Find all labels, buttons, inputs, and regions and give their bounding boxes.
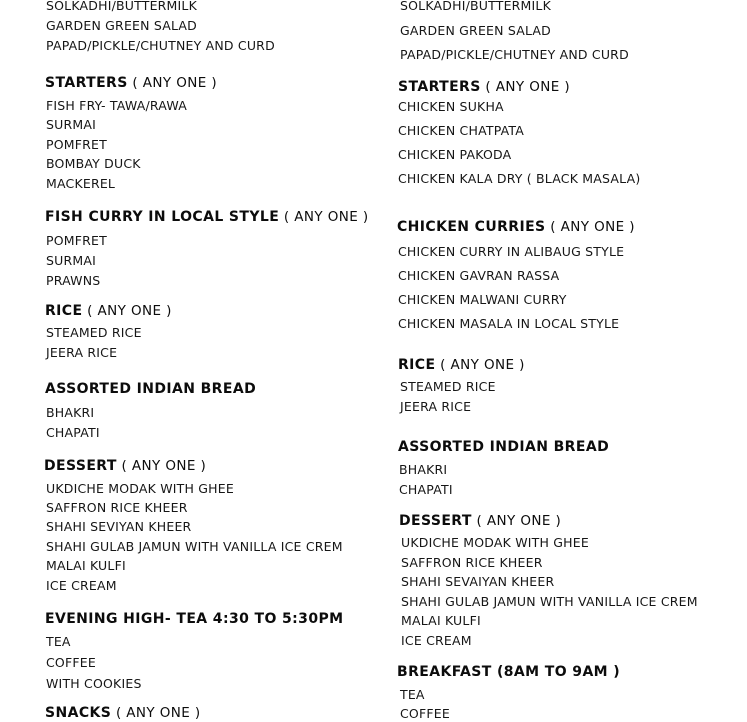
- section-heading-dessert: [44, 457, 206, 475]
- list-item: FISH FRY- TAWA/RAWA: [46, 98, 187, 113]
- list-item: GARDEN GREEN SALAD: [400, 23, 552, 38]
- list-item: PAPAD/PICKLE/CHUTNEY AND CURD: [46, 38, 275, 53]
- list-item: SHAHI SEVIYAN KHEER: [46, 519, 192, 534]
- section-heading-snacks: [45, 704, 201, 722]
- section-subtitle: ( ANY ONE ): [545, 219, 635, 235]
- section-title: STARTERS: [398, 79, 481, 95]
- list-item: MALAI KULFI: [401, 613, 481, 628]
- list-item: COFFEE: [400, 706, 450, 721]
- section-title: DESSERT: [399, 513, 472, 529]
- section-title: RICE: [398, 357, 436, 373]
- section-heading-bread: [398, 438, 609, 456]
- section-title: ASSORTED INDIAN BREAD: [45, 381, 257, 397]
- list-item: CHICKEN PAKODA: [398, 147, 512, 162]
- list-item: CHICKEN KALA DRY ( BLACK MASALA): [398, 171, 641, 186]
- section-heading-fish-curry: [45, 208, 369, 226]
- list-item: ICE CREAM: [401, 633, 472, 648]
- list-item: TEA: [46, 634, 71, 649]
- list-item: UKDICHE MODAK WITH GHEE: [401, 535, 589, 550]
- section-subtitle: ( ANY ONE ): [116, 458, 207, 474]
- list-item: CHAPATI: [399, 482, 453, 497]
- section-heading-bread: [45, 380, 256, 398]
- list-item: SAFFRON RICE KHEER: [401, 555, 543, 570]
- section-title: CHICKEN CURRIES: [397, 219, 546, 235]
- section-subtitle: ( ANY ONE ): [435, 357, 525, 373]
- list-item: CHICKEN GAVRAN RASSA: [398, 268, 560, 283]
- section-title: ASSORTED INDIAN BREAD: [398, 439, 610, 455]
- section-heading-rice: [398, 356, 525, 374]
- section-heading-evening-tea: [45, 610, 343, 628]
- list-item: BHAKRI: [46, 405, 95, 420]
- section-title: BREAKFAST (8AM TO 9AM ): [397, 664, 621, 680]
- list-item: SURMAI: [46, 117, 96, 132]
- list-item: UKDICHE MODAK WITH GHEE: [46, 481, 234, 496]
- section-subtitle: ( ANY ONE ): [279, 209, 369, 225]
- list-item: MACKEREL: [46, 176, 116, 191]
- section-heading-breakfast: [397, 663, 620, 681]
- section-subtitle: ( ANY ONE ): [111, 705, 201, 721]
- section-subtitle: ( ANY ONE ): [480, 79, 571, 95]
- list-item: POMFRET: [46, 137, 107, 152]
- section-title: SNACKS: [45, 705, 112, 721]
- list-item: CHAPATI: [46, 425, 100, 440]
- section-title: RICE: [45, 303, 83, 319]
- list-item: WITH COOKIES: [46, 676, 142, 691]
- section-heading-starters: [45, 74, 217, 92]
- section-heading-rice: [45, 302, 172, 320]
- section-heading-chicken-curries: [397, 218, 635, 236]
- list-item: SHAHI SEVAIYAN KHEER: [401, 574, 555, 589]
- list-item: GARDEN GREEN SALAD: [46, 18, 198, 33]
- list-item: STEAMED RICE: [400, 379, 496, 394]
- list-item: JEERA RICE: [46, 345, 118, 360]
- section-title: FISH CURRY IN LOCAL STYLE: [45, 209, 280, 225]
- list-item: CHICKEN CURRY IN ALIBAUG STYLE: [398, 244, 625, 259]
- section-subtitle: ( ANY ONE ): [471, 513, 562, 529]
- list-item: PAPAD/PICKLE/CHUTNEY AND CURD: [400, 47, 629, 62]
- list-item: SURMAI: [46, 253, 96, 268]
- list-item: CHICKEN MALWANI CURRY: [398, 292, 567, 307]
- list-item: SHAHI GULAB JAMUN WITH VANILLA ICE CREM: [46, 539, 343, 554]
- section-heading-dessert: [399, 512, 561, 530]
- list-item: SOLKADHI/BUTTERMILK: [400, 0, 551, 13]
- list-item: COFFEE: [46, 655, 96, 670]
- section-subtitle: ( ANY ONE ): [127, 75, 218, 91]
- list-item: BHAKRI: [399, 462, 448, 477]
- section-title: STARTERS: [45, 75, 128, 91]
- list-item: SAFFRON RICE KHEER: [46, 500, 188, 515]
- list-item: TEA: [400, 687, 425, 702]
- list-item: STEAMED RICE: [46, 325, 142, 340]
- list-item: SOLKADHI/BUTTERMILK: [46, 0, 197, 13]
- section-title: DESSERT: [44, 458, 117, 474]
- list-item: ICE CREAM: [46, 578, 117, 593]
- section-title: EVENING HIGH- TEA 4:30 TO 5:30PM: [45, 611, 344, 627]
- list-item: SHAHI GULAB JAMUN WITH VANILLA ICE CREM: [401, 594, 698, 609]
- section-subtitle: ( ANY ONE ): [82, 303, 172, 319]
- list-item: CHICKEN MASALA IN LOCAL STYLE: [398, 316, 620, 331]
- list-item: MALAI KULFI: [46, 558, 126, 573]
- list-item: BOMBAY DUCK: [46, 156, 141, 171]
- list-item: PRAWNS: [46, 273, 101, 288]
- list-item: JEERA RICE: [400, 399, 472, 414]
- list-item: POMFRET: [46, 233, 107, 248]
- section-heading-starters: [398, 78, 570, 96]
- list-item: CHICKEN SUKHA: [398, 99, 504, 114]
- list-item: CHICKEN CHATPATA: [398, 123, 525, 138]
